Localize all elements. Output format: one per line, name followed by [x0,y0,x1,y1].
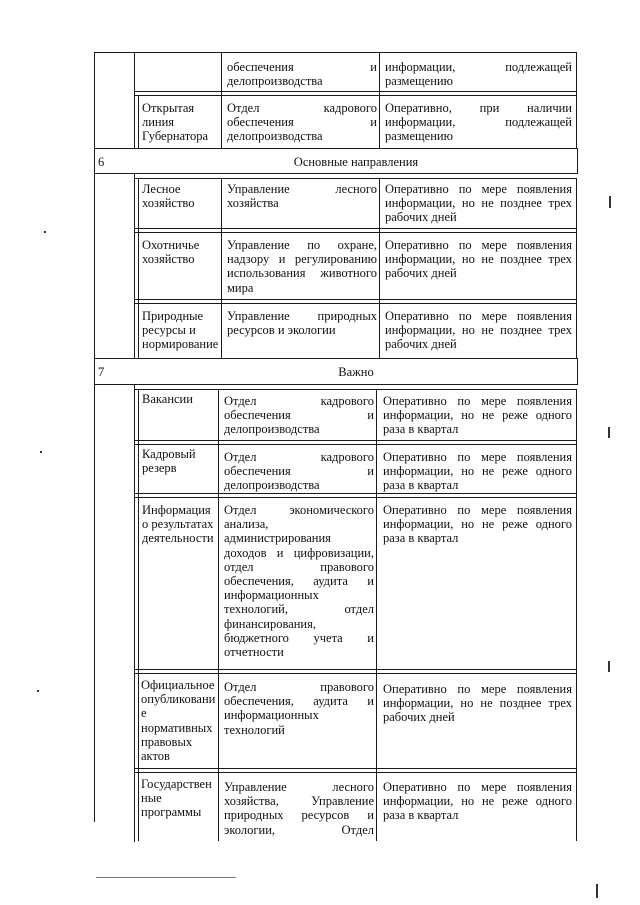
table-line [134,493,576,494]
period-cell: Оперативно по мере появления информации, но не позднее трех рабочих дней [385,309,572,352]
scan-mark [608,661,610,672]
period-cell: Оперативно по мере появления информации, но не реже одного раза в квартал [383,394,572,437]
table-line [379,52,380,149]
section-cell: Открытая линия Губернатора [142,101,209,144]
table-line [138,95,139,148]
table-line [134,173,135,359]
table-line [218,389,219,841]
scan-mark [37,690,39,692]
table-line [576,178,577,359]
scan-mark [608,427,610,438]
dept-cell: Управление лесного хозяйства, Управление природных ресурсов и экологии, Отдел [224,780,374,837]
table-line [134,52,135,149]
table-line [576,389,577,841]
dept-cell: Управление природных ресурсов и экологии [227,309,377,338]
table-line [576,52,577,149]
dept-cell: Управление по охране, надзору и регулированию использования животного мира [227,238,377,295]
table-line [376,389,377,841]
table-line [94,52,576,53]
dept-cell: Отдел кадрового обеспечения и делопроизводства [224,450,374,493]
footer-divider [96,877,236,878]
table-line [134,440,576,441]
section-cell: Официальное опубликовани е нормативных правовых актов [141,678,216,764]
table-line [134,178,576,179]
section-cell: Охотничье хозяйство [142,238,200,267]
table-line [577,148,578,174]
table-line [94,148,578,149]
table-line [577,358,578,385]
table-line [134,389,576,390]
scan-mark [40,451,42,453]
table-line [134,91,576,92]
scan-mark [44,231,46,233]
dept-cell: Отдел экономического анализа, администрирования доходов и цифровизации, отдел правового обеспечения, аудита и информационных технологий, отдел финансирования, бюджетного учета и отчетности [224,503,374,660]
dept-cell: Отдел кадрового обеспечения и делопроизводства [224,394,374,437]
period-cell: Оперативно по мере появления информации, но не реже одного раза в квартал [383,780,572,823]
table-line [134,669,576,670]
table-line [134,673,576,674]
dept-cell: Отдел правового обеспечения, аудита и информационных технологий [224,680,374,737]
table-line [134,444,576,445]
table-line [134,228,576,229]
group-title: Основные направления [293,155,419,169]
period-cell: информации, подлежащей размещению [385,60,572,89]
period-cell: Оперативно по мере появления информации, но не позднее трех рабочих дней [385,182,572,225]
scan-mark [596,884,598,898]
table-line [221,52,222,149]
group-title: Важно [338,365,374,379]
table-line [379,178,380,358]
period-cell: Оперативно по мере появления информации, но не позднее трех рабочих дней [385,238,572,281]
dept-cell: Отдел кадрового обеспечения и делопроизводства [227,101,377,144]
table-line [134,232,576,233]
table-line [134,497,576,498]
table-line [134,772,576,773]
period-cell: Оперативно, при наличии информации, подлежащей размещению [385,101,572,144]
section-cell: Природные ресурсы и нормирование [142,309,219,352]
table-line [134,768,576,769]
group-number: 6 [98,155,105,169]
period-cell: Оперативно по мере появления информации, но не позднее трех рабочих дней [383,682,572,725]
group-number: 7 [98,365,105,379]
section-cell: Лесное хозяйство [142,182,195,211]
table-line [138,178,139,358]
table-line [134,299,576,300]
table-line [94,173,578,174]
section-cell: Кадровый резерв [142,447,196,476]
table-line [94,52,95,822]
table-line [138,389,139,841]
section-cell: Вакансии [142,392,193,406]
table-line [134,303,576,304]
period-cell: Оперативно по мере появления информации, но не реже одного раза в квартал [383,450,572,493]
table-line [134,95,576,96]
section-cell: Государствен ные программы [141,777,212,820]
section-cell: Информация о результатах деятельности [142,503,214,546]
table-line [94,384,578,385]
scan-mark [609,196,611,208]
dept-cell: обеспечения и делопроизводства [227,60,377,89]
table-line [94,358,578,359]
period-cell: Оперативно по мере появления информации, но не реже одного раза в квартал [383,503,572,546]
table-line [221,178,222,358]
dept-cell: Управление лесного хозяйства [227,182,377,211]
table-line [134,384,135,842]
